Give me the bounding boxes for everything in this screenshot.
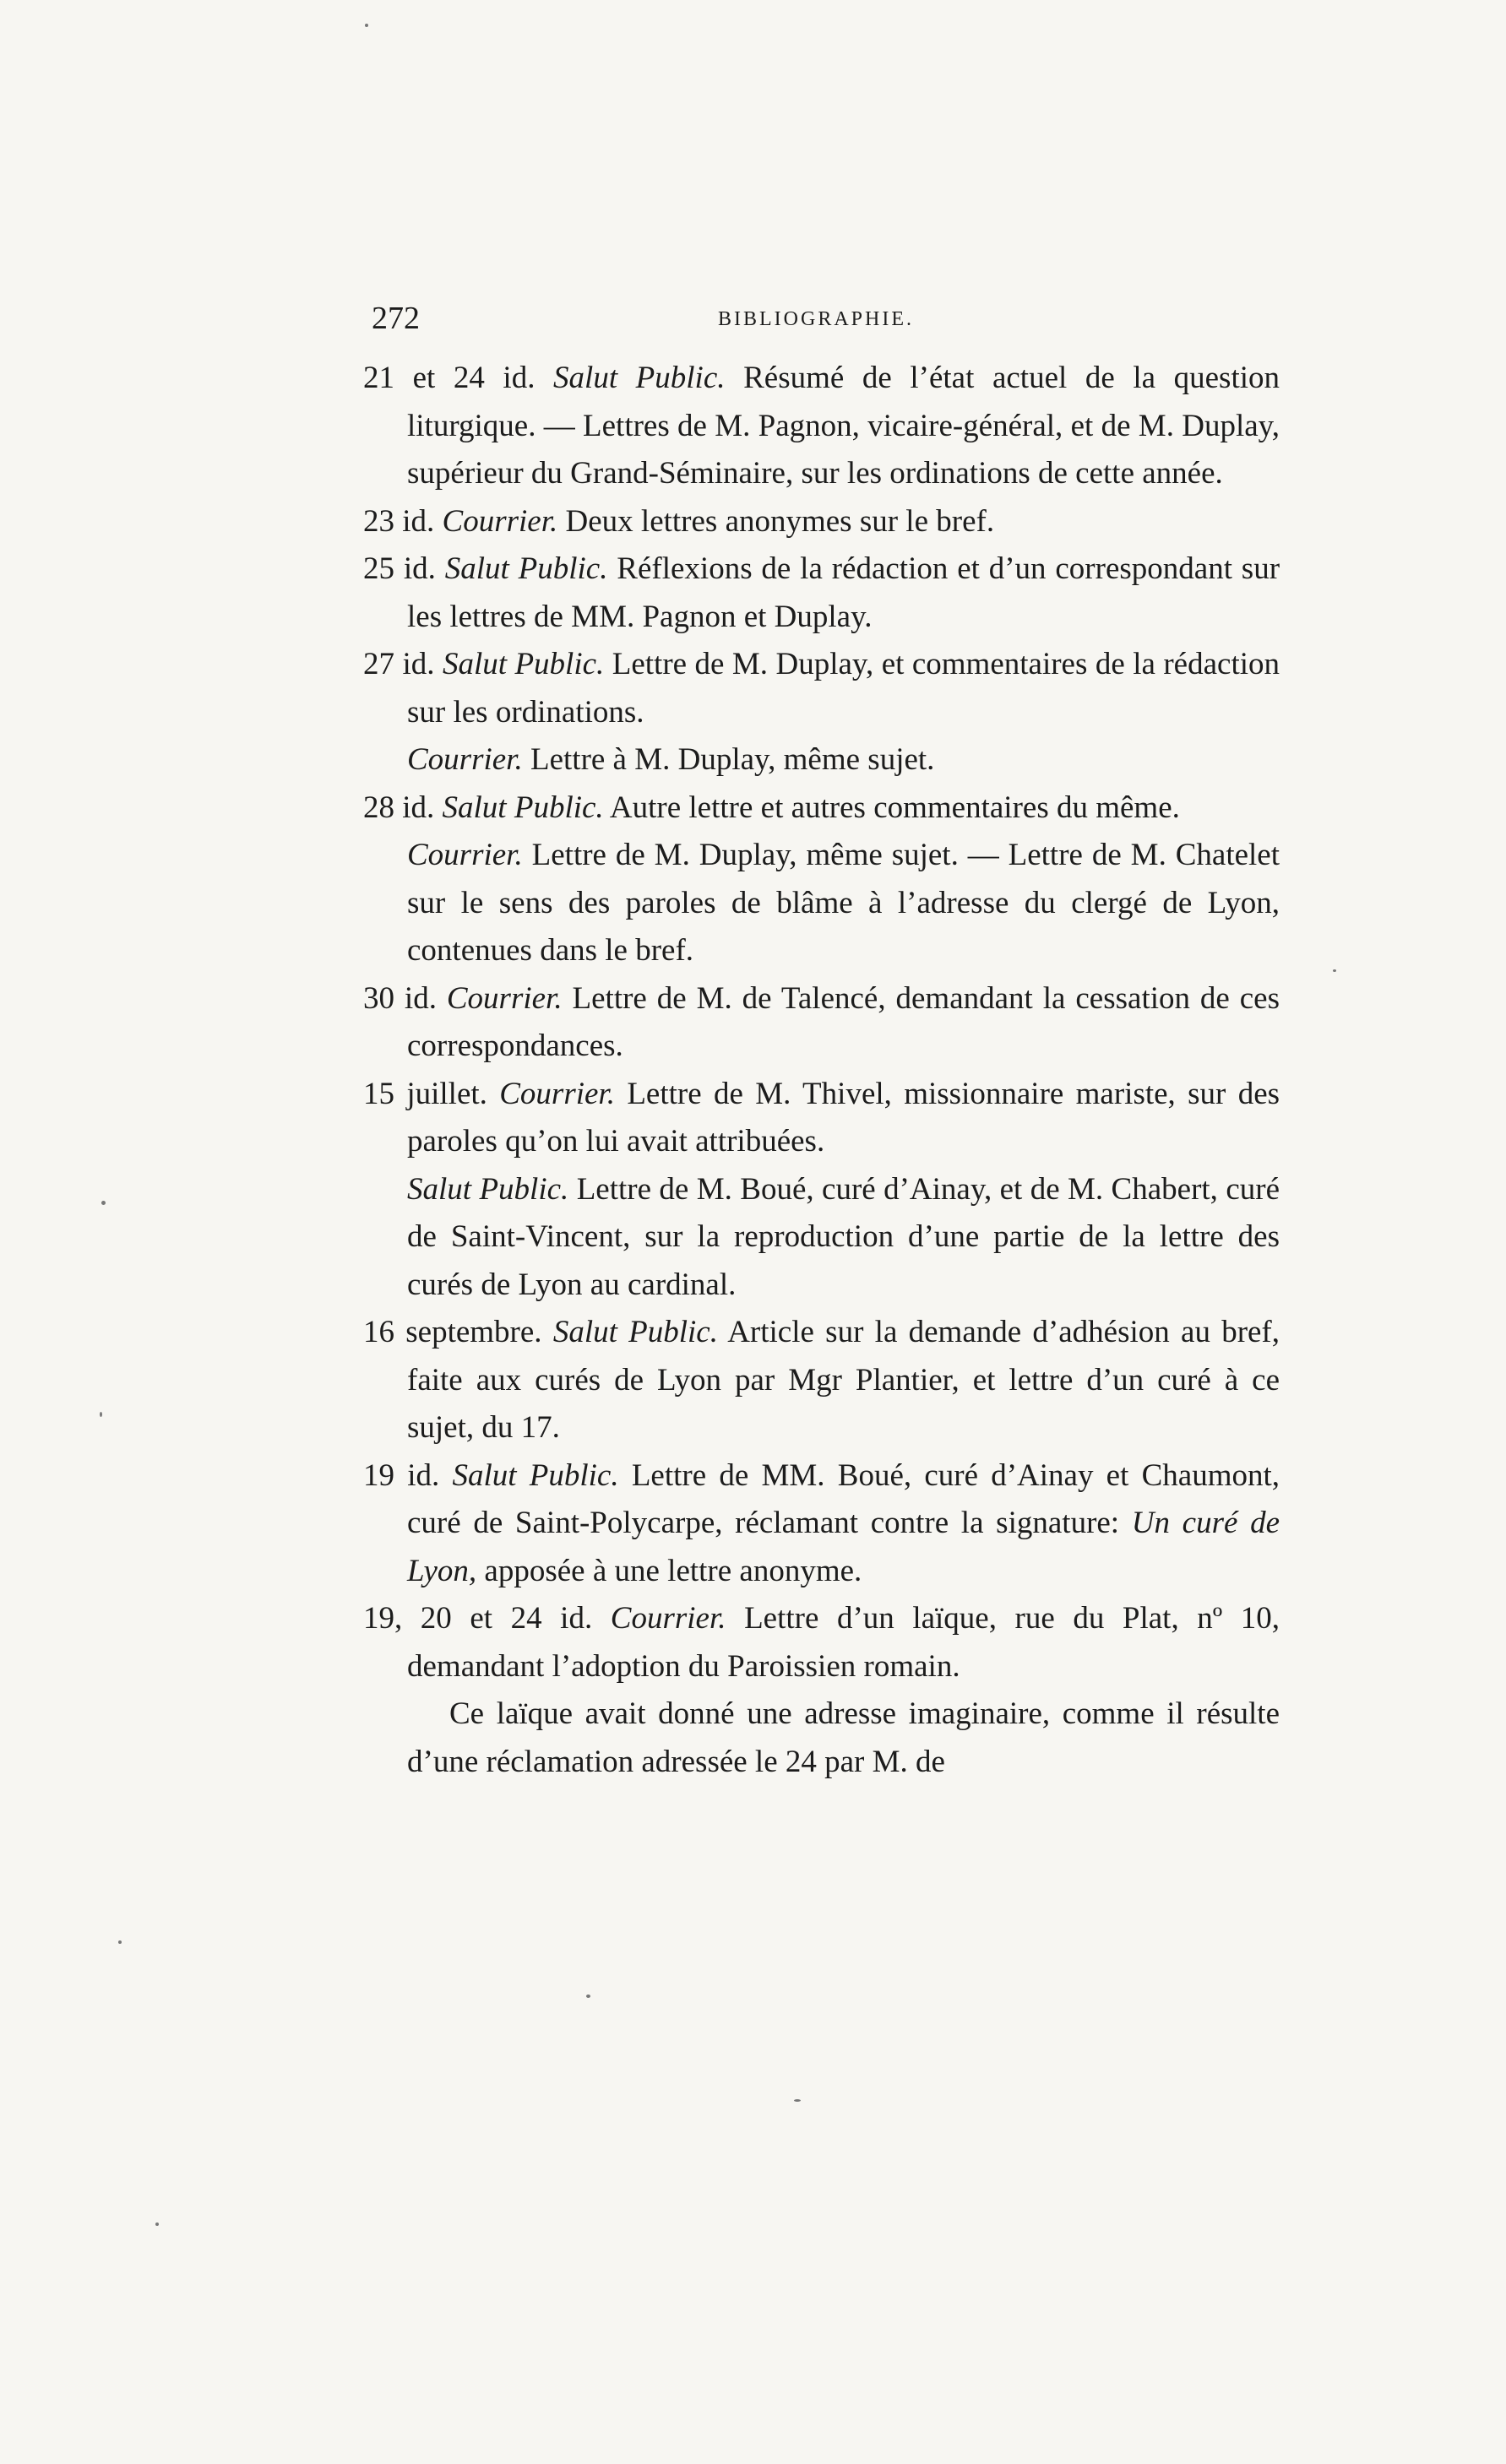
entry-date: 15 juillet. bbox=[363, 1076, 487, 1111]
entry-text: Lettre d’un laïque, rue du Plat, nº 10, demandant l’adoption du Paroissien romain. bbox=[407, 1601, 1280, 1684]
entry-date: 19, 20 et 24 id. bbox=[363, 1601, 593, 1636]
entry-text-after: apposée à une lettre anonyme. bbox=[484, 1553, 862, 1588]
bibliography-entry bbox=[363, 641, 1280, 736]
bibliography-entry bbox=[363, 975, 1280, 1071]
scan-speck bbox=[118, 1940, 122, 1944]
entry-source: Courrier. bbox=[442, 503, 558, 539]
bibliography-text bbox=[363, 355, 1280, 1786]
scan-speck bbox=[365, 24, 368, 27]
bibliography-entry bbox=[363, 832, 1280, 975]
entry-text: Lettre de M. Duplay, même sujet. — Lettre de M. Chatelet sur le sens des paroles de blâme à l’adresse du clergé de Lyon, contenues dans le bref. bbox=[407, 838, 1280, 968]
entry-source: Salut Public. bbox=[442, 790, 604, 825]
scan-speck bbox=[155, 2222, 159, 2226]
entry-date: 21 et 24 id. bbox=[363, 361, 536, 395]
bibliography-entry bbox=[363, 1595, 1280, 1691]
bibliography-entry bbox=[363, 784, 1280, 833]
entry-source: Courrier. bbox=[499, 1076, 615, 1111]
bibliography-entry bbox=[363, 1452, 1280, 1596]
entry-text: Résumé de l’état actuel de la question liturgique. — Lettres de M. Pagnon, vicaire-général, et de M. Duplay, supérieur du Grand-Séminaire, sur les ordinations de cette année. bbox=[407, 361, 1280, 491]
entry-date: 30 id. bbox=[363, 980, 437, 1016]
entry-text: Réflexions de la rédaction et d’un correspondant sur les lettres de MM. Pagnon et Duplay. bbox=[407, 551, 1280, 634]
entry-date: 23 id. bbox=[363, 503, 435, 539]
entry-source: Salut Public. bbox=[442, 647, 605, 681]
entry-text: Lettre de M. Thivel, missionnaire mariste, sur des paroles qu’on lui avait attribuées. bbox=[407, 1076, 1280, 1159]
page-number: 272 bbox=[372, 301, 420, 336]
entry-date: 27 id. bbox=[363, 647, 435, 681]
entry-source: Courrier. bbox=[446, 980, 563, 1016]
bibliography-entry bbox=[363, 1071, 1280, 1166]
entry-source: Salut Public. bbox=[407, 1171, 569, 1207]
bibliography-entry bbox=[363, 1309, 1280, 1452]
entry-text: Article sur la demande d’adhésion au bref, faite aux curés de Lyon par Mgr Plantier, et lettre d’un curé à ce sujet, du 17. bbox=[407, 1315, 1280, 1445]
bibliography-entry bbox=[363, 545, 1280, 641]
entry-text: Lettre de M. Duplay, et commentaires de la rédaction sur les ordinations. bbox=[407, 647, 1280, 730]
scan-speck bbox=[100, 1412, 102, 1417]
entry-text: Lettre de M. Boué, curé d’Ainay, et de M. Chabert, curé de Saint-Vincent, sur la reproduction d’une partie de la lettre des curés de Lyon au cardinal. bbox=[407, 1171, 1280, 1302]
scan-speck bbox=[794, 2099, 801, 2102]
entry-date: 25 id. bbox=[363, 551, 436, 586]
entry-text: Lettre de M. de Talencé, demandant la cessation de ces correspondances. bbox=[407, 980, 1280, 1063]
entry-source: Courrier. bbox=[610, 1601, 726, 1636]
bibliography-entry bbox=[363, 736, 1280, 784]
entry-source: Salut Public. bbox=[452, 1457, 619, 1493]
entry-source: Courrier. bbox=[407, 742, 523, 777]
entry-text: Lettre à M. Duplay, même sujet. bbox=[530, 742, 935, 777]
entry-source: Salut Public. bbox=[552, 1315, 718, 1349]
entry-source: Salut Public. bbox=[553, 361, 726, 395]
bibliography-entry bbox=[363, 498, 1280, 546]
bibliography-entry bbox=[363, 1166, 1280, 1310]
entry-date: 28 id. bbox=[363, 790, 435, 825]
page-header bbox=[372, 300, 1284, 350]
scan-speck bbox=[101, 1201, 106, 1205]
entry-date: 19 id. bbox=[363, 1457, 440, 1493]
closing-paragraph: Ce laïque avait donné une adresse imaginaire, comme il résulte d’une réclamation adressée le 24 par M. de bbox=[407, 1696, 1280, 1779]
scan-speck bbox=[1333, 969, 1336, 972]
entry-italic-signature: Un curé de Lyon, bbox=[407, 1506, 1280, 1588]
entry-text: Lettre de MM. Boué, curé d’Ainay et Chaumont, curé de Saint-Polycarpe, réclamant contre la signature: bbox=[407, 1457, 1280, 1540]
entry-text: Autre lettre et autres commentaires du même. bbox=[609, 790, 1180, 825]
scan-speck bbox=[586, 1995, 590, 1998]
entry-text: Deux lettres anonymes sur le bref. bbox=[565, 503, 995, 539]
entry-source: Courrier. bbox=[407, 838, 523, 872]
entry-source: Salut Public. bbox=[444, 551, 608, 586]
bibliography-entry bbox=[363, 355, 1280, 498]
entry-date: 16 septembre. bbox=[363, 1315, 542, 1349]
running-head: BIBLIOGRAPHIE. bbox=[718, 308, 914, 330]
